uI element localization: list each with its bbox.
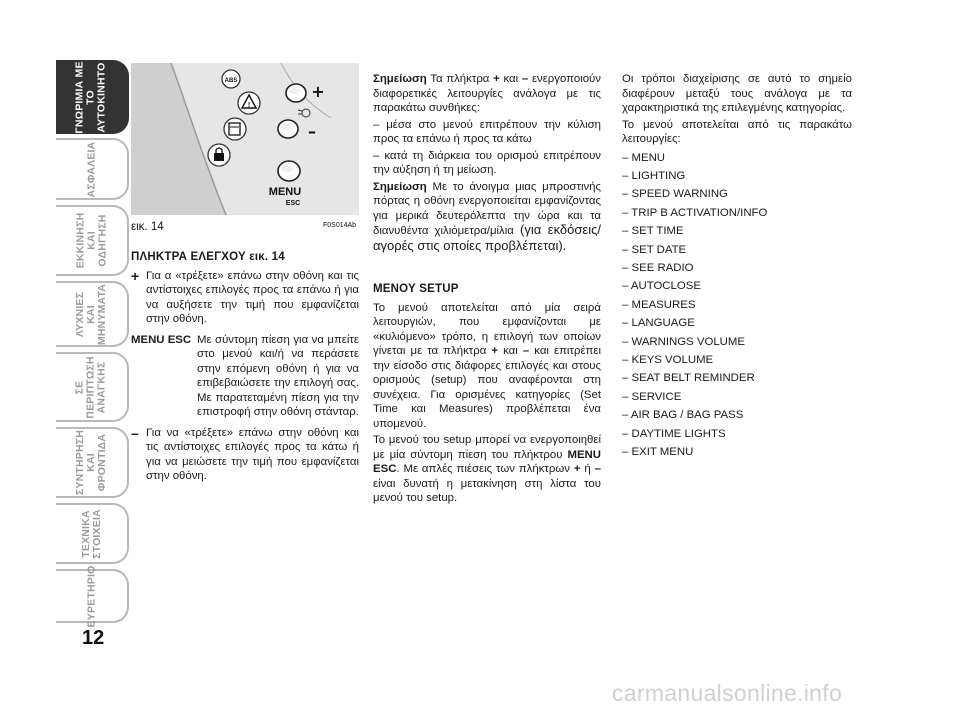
section-tabs (56, 60, 129, 627)
tab-label: ΛΥΧΝΙΕΣ ΚΑΙ ΜΗΝΥΜΑΤΑ (73, 283, 108, 345)
plus-symbol: + (491, 345, 499, 357)
note-1 (373, 72, 601, 116)
tab-label: ΤΕΧΝΙΚΑ ΣΤΟΙΧΕΙΑ (79, 508, 103, 559)
tab-label: ΕΚΚΙΝΗΣΗ ΚΑΙ ΟΔΗΓΗΣΗ (74, 212, 108, 269)
list-item: – MEASURES (622, 298, 696, 311)
setup-paragraph-2 (373, 433, 601, 506)
list-item: – AIR BAG / BAG PASS (622, 409, 744, 422)
plus-symbol: + (573, 463, 581, 475)
note-text: Τα πλήκτρα (430, 73, 490, 85)
warning-triangle-icon (238, 92, 260, 114)
tab-technical-data[interactable] (56, 503, 129, 564)
bullet-scroll: – μέσα στο μενού επιτρέπουν την κύλιση προς τα επάνω ή προς τα κάτω (373, 118, 601, 145)
menu-function-list (622, 149, 852, 462)
note-2 (373, 180, 601, 255)
note-text: (για εκδόσεις/αγορές στις οποίες προβλέπεται). (373, 222, 601, 253)
tab-label: ΣΥΝΤΗΡΗΣΗ ΚΑΙ ΦΡΟΝΤΙΔΑ (74, 429, 108, 496)
bullet-adjust: – κατά τη διάρκεια του ορισμού επιτρέπουν την αύξηση ή τη μείωση. (373, 149, 601, 176)
svg-text:ABS: ABS (224, 78, 238, 84)
svg-text:+: + (311, 82, 325, 101)
svg-text:!: ! (247, 102, 251, 109)
intro-paragraph: Οι τρόποι διαχείρισης σε αυτό το σημείο διαφέρουν μεταξύ τους ανάλογα με τα χαρακτηριστικά της επιλεγμένης κατηγορίας. (622, 73, 852, 114)
tab-starting-driving[interactable] (56, 205, 129, 276)
svg-text:–: – (308, 122, 316, 141)
page-number: 12 (82, 627, 105, 649)
list-item: – SET TIME (622, 225, 684, 238)
setup-paragraph-1 (373, 301, 601, 432)
setup-menu-heading: ΜΕΝΟΥ SETUP (373, 283, 459, 295)
tab-lamps-messages[interactable] (56, 281, 129, 347)
abs-warning-icon (222, 70, 240, 88)
list-item: – SEAT BELT REMINDER (622, 372, 755, 385)
tab-label: ΣΕ ΠΕΡΙΠΤΩΣΗ ΑΝΑΓΚΗΣ (73, 355, 108, 419)
lock-icon (208, 144, 230, 166)
column-menu-functions (622, 72, 852, 461)
list-item: – SEE RADIO (622, 261, 694, 274)
list-item: – DAYTIME LIGHTS (622, 427, 726, 440)
minus-symbol: – (522, 345, 530, 357)
column-notes-setup (373, 72, 601, 508)
column-control-buttons (131, 250, 359, 490)
list-item: – WARNINGS VOLUME (622, 335, 745, 348)
paragraph-text: . Με απλές πιέσεις των πλήκτρων (396, 463, 570, 475)
plus-symbol: + (131, 267, 140, 284)
tab-index[interactable] (56, 565, 129, 627)
functions-intro: Το μενού αποτελείται από τις παρακάτω λειτουργίες: (622, 118, 852, 145)
tab-safety[interactable] (56, 138, 129, 200)
dashboard-illustration (131, 63, 359, 215)
tab-label: ΑΣΦΑΛΕΙΑ (84, 141, 97, 197)
paragraph-text: Το μενού του setup μπορεί να ενεργοποιηθεί με μία σύντομη πίεση του πλήκτρου (373, 434, 601, 461)
description-text: Με σύντομη πίεση για να μπείτε στο μενού και/ή να περάσετε στην επόμενη οθόνη ή για να επιβεβαιώσετε την επιλογή σας. Με παρατεταμένη πίεση για την επιστροφή στην οθόνη στάνταρ. (197, 333, 359, 418)
note-text: Με το άνοιγμα μιας μπροστινής πόρτας η οθόνη ενεργοποιείται εμφανίζοντας για μερικά δευτερόλεπτα την ώρα και τα διανυθέντα χιλιόμετρα/μίλια (373, 180, 601, 237)
tab-emergency[interactable] (56, 352, 129, 422)
minus-symbol: – (521, 73, 529, 85)
figure-code: F0S014Ab (323, 222, 357, 229)
tab-label: ΕΥΡΕΤΗΡΙΟ (85, 565, 97, 627)
list-item: – SET DATE (622, 243, 687, 256)
list-item: – TRIP B ACTIVATION/INFO (622, 206, 768, 219)
paragraph-text: ή (584, 463, 591, 475)
watermark: carmanualsonline.info (612, 680, 843, 706)
list-item: – EXIT MENU (622, 446, 694, 458)
paragraph-text: είναι δυνατή η μετακίνηση στη λίστα του μενού του setup. (373, 477, 601, 504)
plus-symbol: + (493, 73, 500, 85)
svg-text:MENU: MENU (268, 186, 302, 198)
minus-symbol: – (131, 424, 139, 441)
menu-esc-description (131, 333, 359, 420)
minus-symbol: – (594, 463, 601, 475)
list-item: – LANGUAGE (622, 317, 695, 330)
figure-control-buttons (131, 63, 359, 215)
section-heading: ΠΛΗΚΤΡΑ ΕΛΕΓΧΟΥ εικ. 14 (131, 251, 285, 263)
menu-esc-label: MENU ESC (131, 333, 192, 346)
list-item: – SPEED WARNING (622, 188, 728, 201)
door-open-icon (224, 118, 246, 140)
list-item: – AUTOCLOSE (622, 280, 701, 293)
paragraph-text: Το μενού αποτελείται από μία σειρά λειτουργιών, που εμφανίζονται με «κυλιόμενο» τρόπο, η επιλογή των οποίων γίνεται με τα πλήκτρα (373, 301, 601, 357)
note-text: και (503, 73, 519, 85)
tab-maintenance-care[interactable] (56, 427, 129, 498)
list-item: – MENU (622, 151, 666, 164)
plus-button-description (131, 269, 359, 327)
paragraph-text: και (503, 345, 518, 357)
minus-button-description (131, 426, 359, 484)
description-text: Για να «τρέξετε» επάνω στην οθόνη και τις αντίστοιχες επιλογές προς τα κάτω ή για να μειώσετε την τιμή που εμφανίζεται στην οθόνη. (146, 426, 359, 482)
svg-text:ESC: ESC (285, 200, 301, 207)
note-label: Σημείωση (373, 180, 427, 193)
list-item: – LIGHTING (622, 169, 686, 182)
note-text: ενεργοποιούν διαφορετικές λειτουργίες ανάλογα με τις παρακάτω συνθήκες: (373, 73, 601, 114)
tab-label: ΓΝΩΡΙΜΙΑ ΜΕ ΤΟ ΑΥΤΟΚΙΝΗΤΟ (74, 60, 109, 134)
menu-esc-label: MENU ESC (373, 448, 601, 475)
tab-getting-to-know[interactable] (56, 60, 129, 134)
list-item: – SERVICE (622, 390, 682, 403)
list-item: – KEYS VOLUME (622, 353, 714, 366)
note-label: Σημείωση (373, 73, 427, 85)
description-text: Για α «τρέξετε» επάνω στην οθόνη και τις αντίστοιχες επιλογές προς τα επάνω ή για να αυξήσετε την τιμή που εμφανίζεται στην οθόνη. (146, 269, 359, 325)
paragraph-text: και επιτρέπει την είσοδο στις διάφορες επιλογές και στους ορισμούς (setup) που αναφέρονται στη συνέχεια. Για ορισμένες κατηγορίες (Set Time και Measures) προβλέπεται ένα υπομενού. (373, 345, 601, 430)
figure-caption: εικ. 14 (131, 221, 164, 233)
